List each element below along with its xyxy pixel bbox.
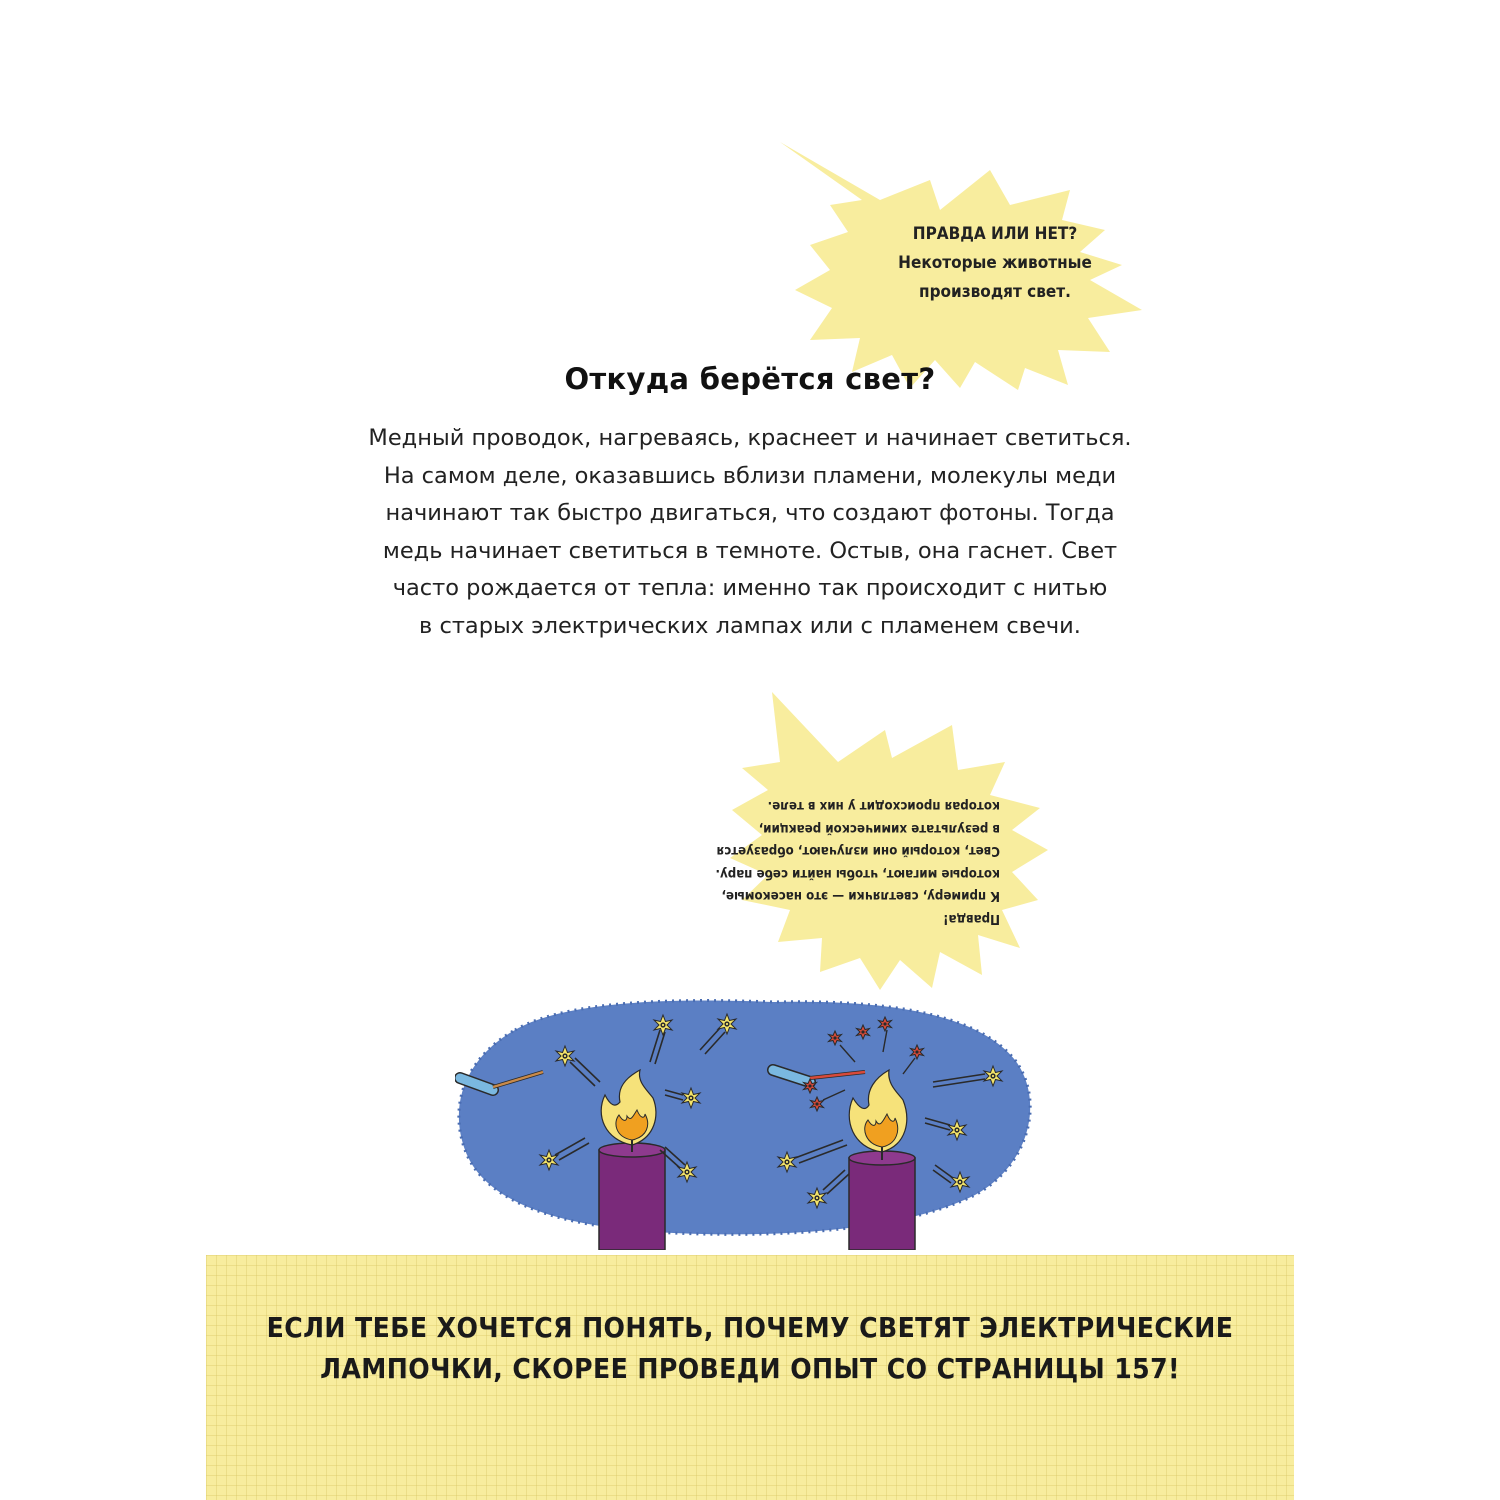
question-line-2: производят свет. <box>919 282 1071 302</box>
paragraph-line-4: медь начинает светиться в темноте. Остыв, она гаснет. Свет <box>382 537 1118 564</box>
candle-illustration <box>455 990 1035 1250</box>
paragraph-line-3: начинают так быстро двигаться, что создают фотоны. Тогда <box>385 500 1115 526</box>
experiment-banner <box>206 1255 1294 1500</box>
paragraph-line-1: Медный проводок, нагреваясь, краснеет и начинает светиться. <box>368 425 1132 451</box>
question-line-1: Некоторые животные <box>898 253 1092 273</box>
answer-burst <box>715 690 1050 1000</box>
answer-line-4: Свет, который они излучают, образуется <box>716 843 1000 859</box>
answer-line-6: которая происходит у них в теле. <box>767 798 1000 814</box>
banner-line-1: ЕСЛИ ТЕБЕ ХОЧЕТСЯ ПОНЯТЬ, ПОЧЕМУ СВЕТЯТ ЭЛЕКТРИЧЕСКИЕ <box>266 1311 1234 1344</box>
question-title: ПРАВДА ИЛИ НЕТ? <box>912 224 1078 244</box>
paragraph-line-5: часто рождается от тепла: именно так происходит с нитью <box>392 575 1108 601</box>
section-paragraph <box>300 420 1200 645</box>
paragraph-line-6: в старых электрических лампах или с пламенем свечи. <box>419 612 1081 639</box>
night-background <box>459 1001 1030 1235</box>
question-burst <box>770 140 1170 390</box>
candle-scene <box>455 990 1035 1250</box>
section-heading: Откуда берётся свет? <box>564 362 936 396</box>
answer-line-2: К примеру, светлячки — это насекомые, <box>721 888 1000 904</box>
answer-line-3: которые мигают, чтобы найти себе пару. <box>715 866 1000 881</box>
banner-line-2: ЛАМПОЧКИ, СКОРЕЕ ПРОВЕДИ ОПЫТ СО СТРАНИЦЫ 157! <box>320 1352 1180 1385</box>
answer-line-1: Правда! <box>943 911 1000 926</box>
answer-line-5: в результате химической реакции, <box>758 821 1000 836</box>
paragraph-line-2: На самом деле, оказавшись вблизи пламени, молекулы меди <box>383 462 1117 489</box>
